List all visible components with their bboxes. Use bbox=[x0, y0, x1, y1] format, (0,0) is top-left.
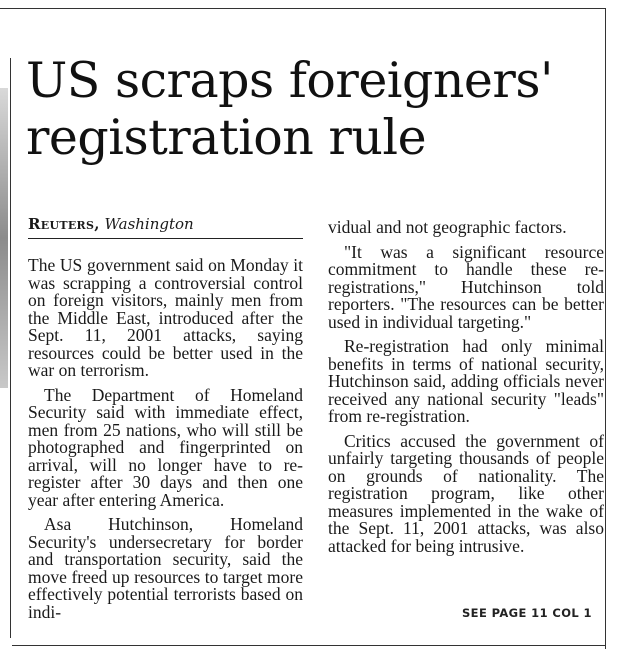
byline-location: Washington bbox=[104, 215, 194, 233]
paragraph: Re-registration had only minimal benefits in terms of national security, Hutchinson said, adding officials never received any national security "leads" from re-registration. bbox=[328, 336, 604, 426]
paragraph: Asa Hutchinson, Homeland Security's undersecretary for border and transportation security, said the move freed up resources to target more effectively potential terrorists based on indi- bbox=[28, 514, 303, 622]
page-frame-top-rule bbox=[0, 8, 606, 9]
paragraph-continuation: vidual and not geographic factors. bbox=[328, 217, 567, 237]
byline-agency: Reuters, bbox=[28, 215, 100, 233]
page-frame-bottom-rule bbox=[12, 645, 606, 646]
article-column-2 bbox=[328, 219, 604, 562]
article-column-1 bbox=[28, 257, 303, 628]
paragraph: Critics accused the government of unfairly targeting thousands of people on grounds of nationality. The registration program, like other measures implemented in the wake of the Sept. 11, 2001 attacks, was also attacked for being intrusive. bbox=[328, 430, 604, 556]
paragraph: "It was a significant resource commitment to handle these re-registrations," Hutchinson told reporters. "The resources can be better used in individual targeting." bbox=[328, 241, 604, 332]
page-frame-right-rule bbox=[605, 8, 606, 649]
paragraph: The US government said on Monday it was scrapping a controversial control on foreign visitors, mainly men from the Middle East, introduced after the Sept. 11, 2001 attacks, saying resources could be better used in the war on terrorism. bbox=[28, 255, 303, 380]
headline: US scraps foreigners' registration rule bbox=[26, 52, 553, 166]
byline bbox=[28, 215, 303, 239]
paragraph: The Department of Homeland Security said with immediate effect, men from 25 nations, who will still be photographed and fingerprinted on arrival, will no longer have to re-register after 30 days and then one year after entering America. bbox=[28, 384, 303, 510]
adjacent-photo-fragment bbox=[0, 88, 8, 388]
continued-on-page-note: SEE PAGE 11 COL 1 bbox=[462, 606, 592, 620]
